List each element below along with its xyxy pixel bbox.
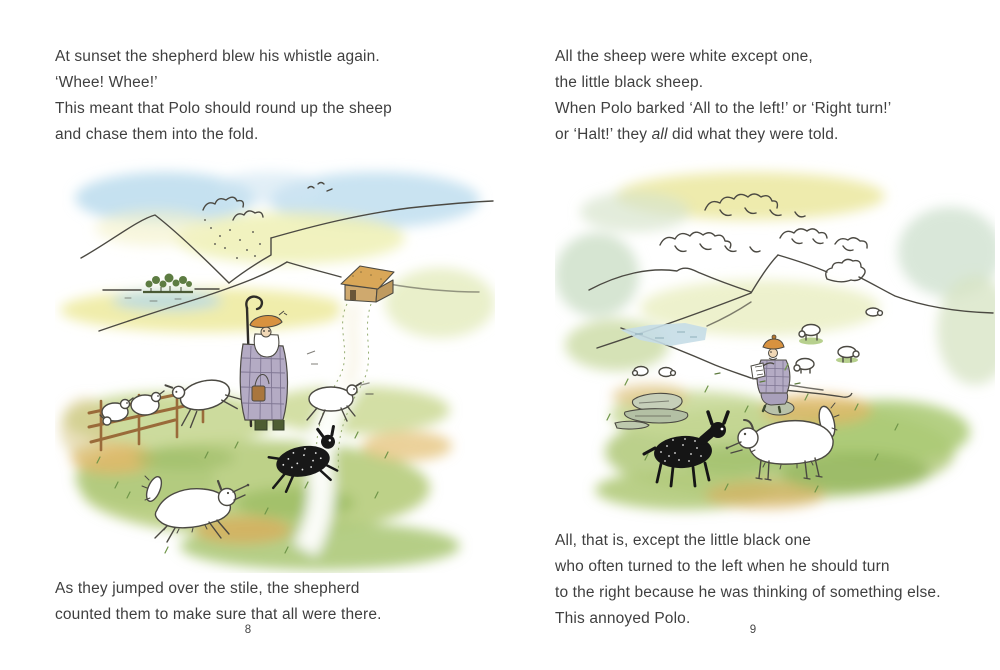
page-number-left: 8 [244, 624, 252, 636]
right-page-illustration [555, 160, 995, 525]
left-page-illustration [55, 158, 495, 573]
hat [763, 339, 784, 349]
text-line: All the sheep were white except one, [555, 48, 813, 65]
text-line: All, that is, except the little black one [555, 532, 812, 549]
text-segment: did what they were told. [667, 126, 839, 143]
text-line: who often turned to the left when he should turn [555, 558, 890, 575]
text-line [555, 122, 891, 148]
text-line: and chase them into the fold. [55, 126, 259, 143]
left-top-paragraph [55, 44, 392, 148]
right-page [500, 0, 1000, 670]
right-bottom-paragraph [555, 528, 941, 632]
text-line: This meant that Polo should round up the sheep [55, 100, 392, 117]
text-segment: or ‘Halt!’ they [555, 126, 652, 143]
text-line: When Polo barked ‘All to the left!’ or ‘Right turn!’ [555, 100, 892, 117]
text-line: counted them to make sure that all were there. [55, 606, 382, 623]
text-line: As they jumped over the stile, the shepherd [55, 580, 360, 597]
slope-puff [826, 259, 865, 281]
hut [341, 266, 394, 302]
text-line: ‘Whee! Whee!’ [55, 74, 158, 91]
island-trees [146, 274, 193, 288]
text-line: to the right because he was thinking of something else. [555, 584, 941, 601]
right-top-paragraph [555, 44, 891, 148]
satchel [252, 386, 265, 401]
text-line: This annoyed Polo. [555, 610, 691, 627]
left-bottom-paragraph [55, 576, 382, 628]
italic-word: all [651, 126, 668, 143]
text-line: the little black sheep. [555, 74, 704, 91]
page-number-right: 9 [749, 624, 757, 636]
text-line: At sunset the shepherd blew his whistle again. [55, 48, 380, 65]
